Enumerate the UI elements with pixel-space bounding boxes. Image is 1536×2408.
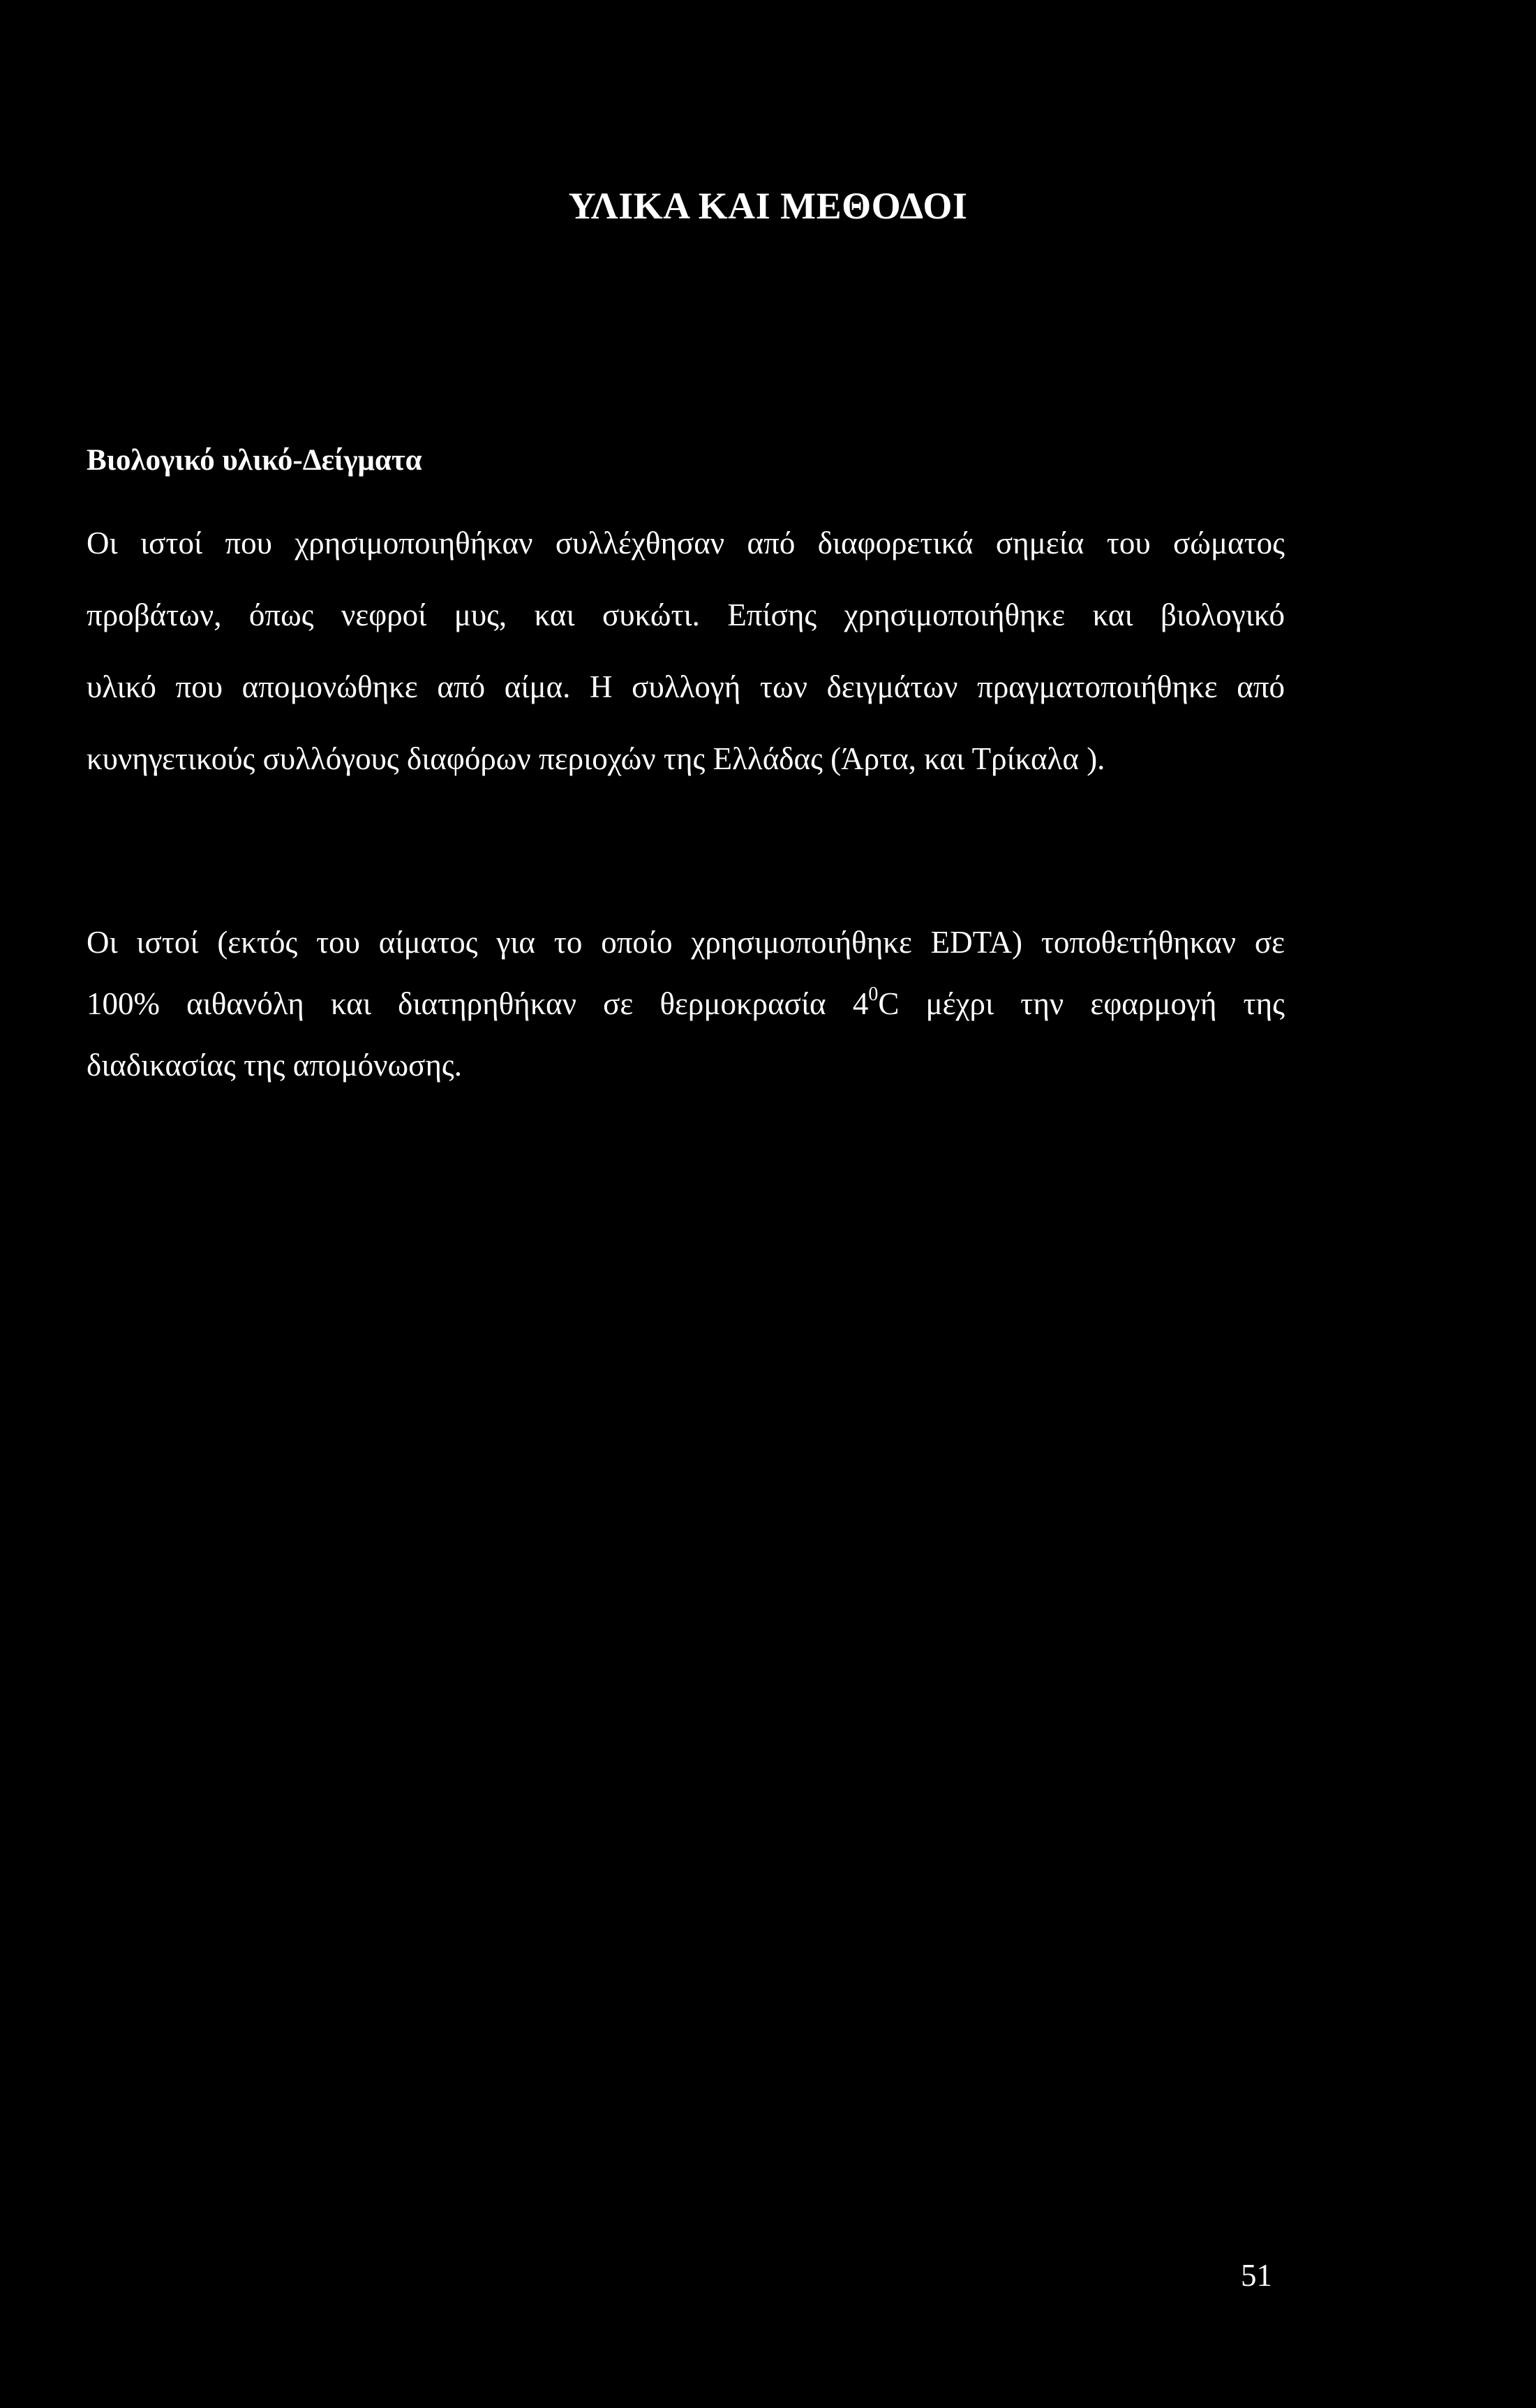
temperature-text-after: C μέχρι την εφαρμογή της — [878, 986, 1285, 1021]
temperature-text-before: 100% αιθανόλη και διατηρηθήκαν σε θερμοκρασία 4 — [87, 986, 869, 1021]
paragraph-line: κυνηγετικούς συλλόγους διαφόρων περιοχών της Ελλάδας (Άρτα, και Τρίκαλα ). — [87, 741, 1105, 776]
paragraph-line: υλικό που απομονώθηκε από αίμα. Η συλλογή των δειγμάτων πραγματοποιήθηκε από — [87, 669, 1285, 704]
paragraph-line-temperature — [87, 973, 1285, 1034]
paragraph-line: διαδικασίας της απομόνωσης. — [87, 1048, 463, 1083]
page-number: 51 — [1241, 2258, 1272, 2293]
degree-superscript: 0 — [868, 983, 879, 1005]
paragraph-line: προβάτων, όπως νεφροί μυς, και συκώτι. Επίσης χρησιμοποιήθηκε και βιολογικό — [87, 597, 1285, 632]
page-title: ΥΛΙΚΑ ΚΑΙ ΜΕΘΟΔΟΙ — [568, 185, 968, 227]
paragraph-line: Οι ιστοί που χρησιμοποιηθήκαν συλλέχθησαν από διαφορετικά σημεία του σώματος — [87, 526, 1285, 560]
section-heading: Βιολογικό υλικό-Δείγματα — [87, 444, 422, 477]
paragraph-samples — [87, 507, 1285, 795]
paragraph-line: Οι ιστοί (εκτός του αίματος για το οποίο χρησιμοποιήθηκε EDTA) τοποθετήθηκαν σε — [87, 925, 1285, 960]
paragraph-storage — [87, 912, 1285, 1096]
